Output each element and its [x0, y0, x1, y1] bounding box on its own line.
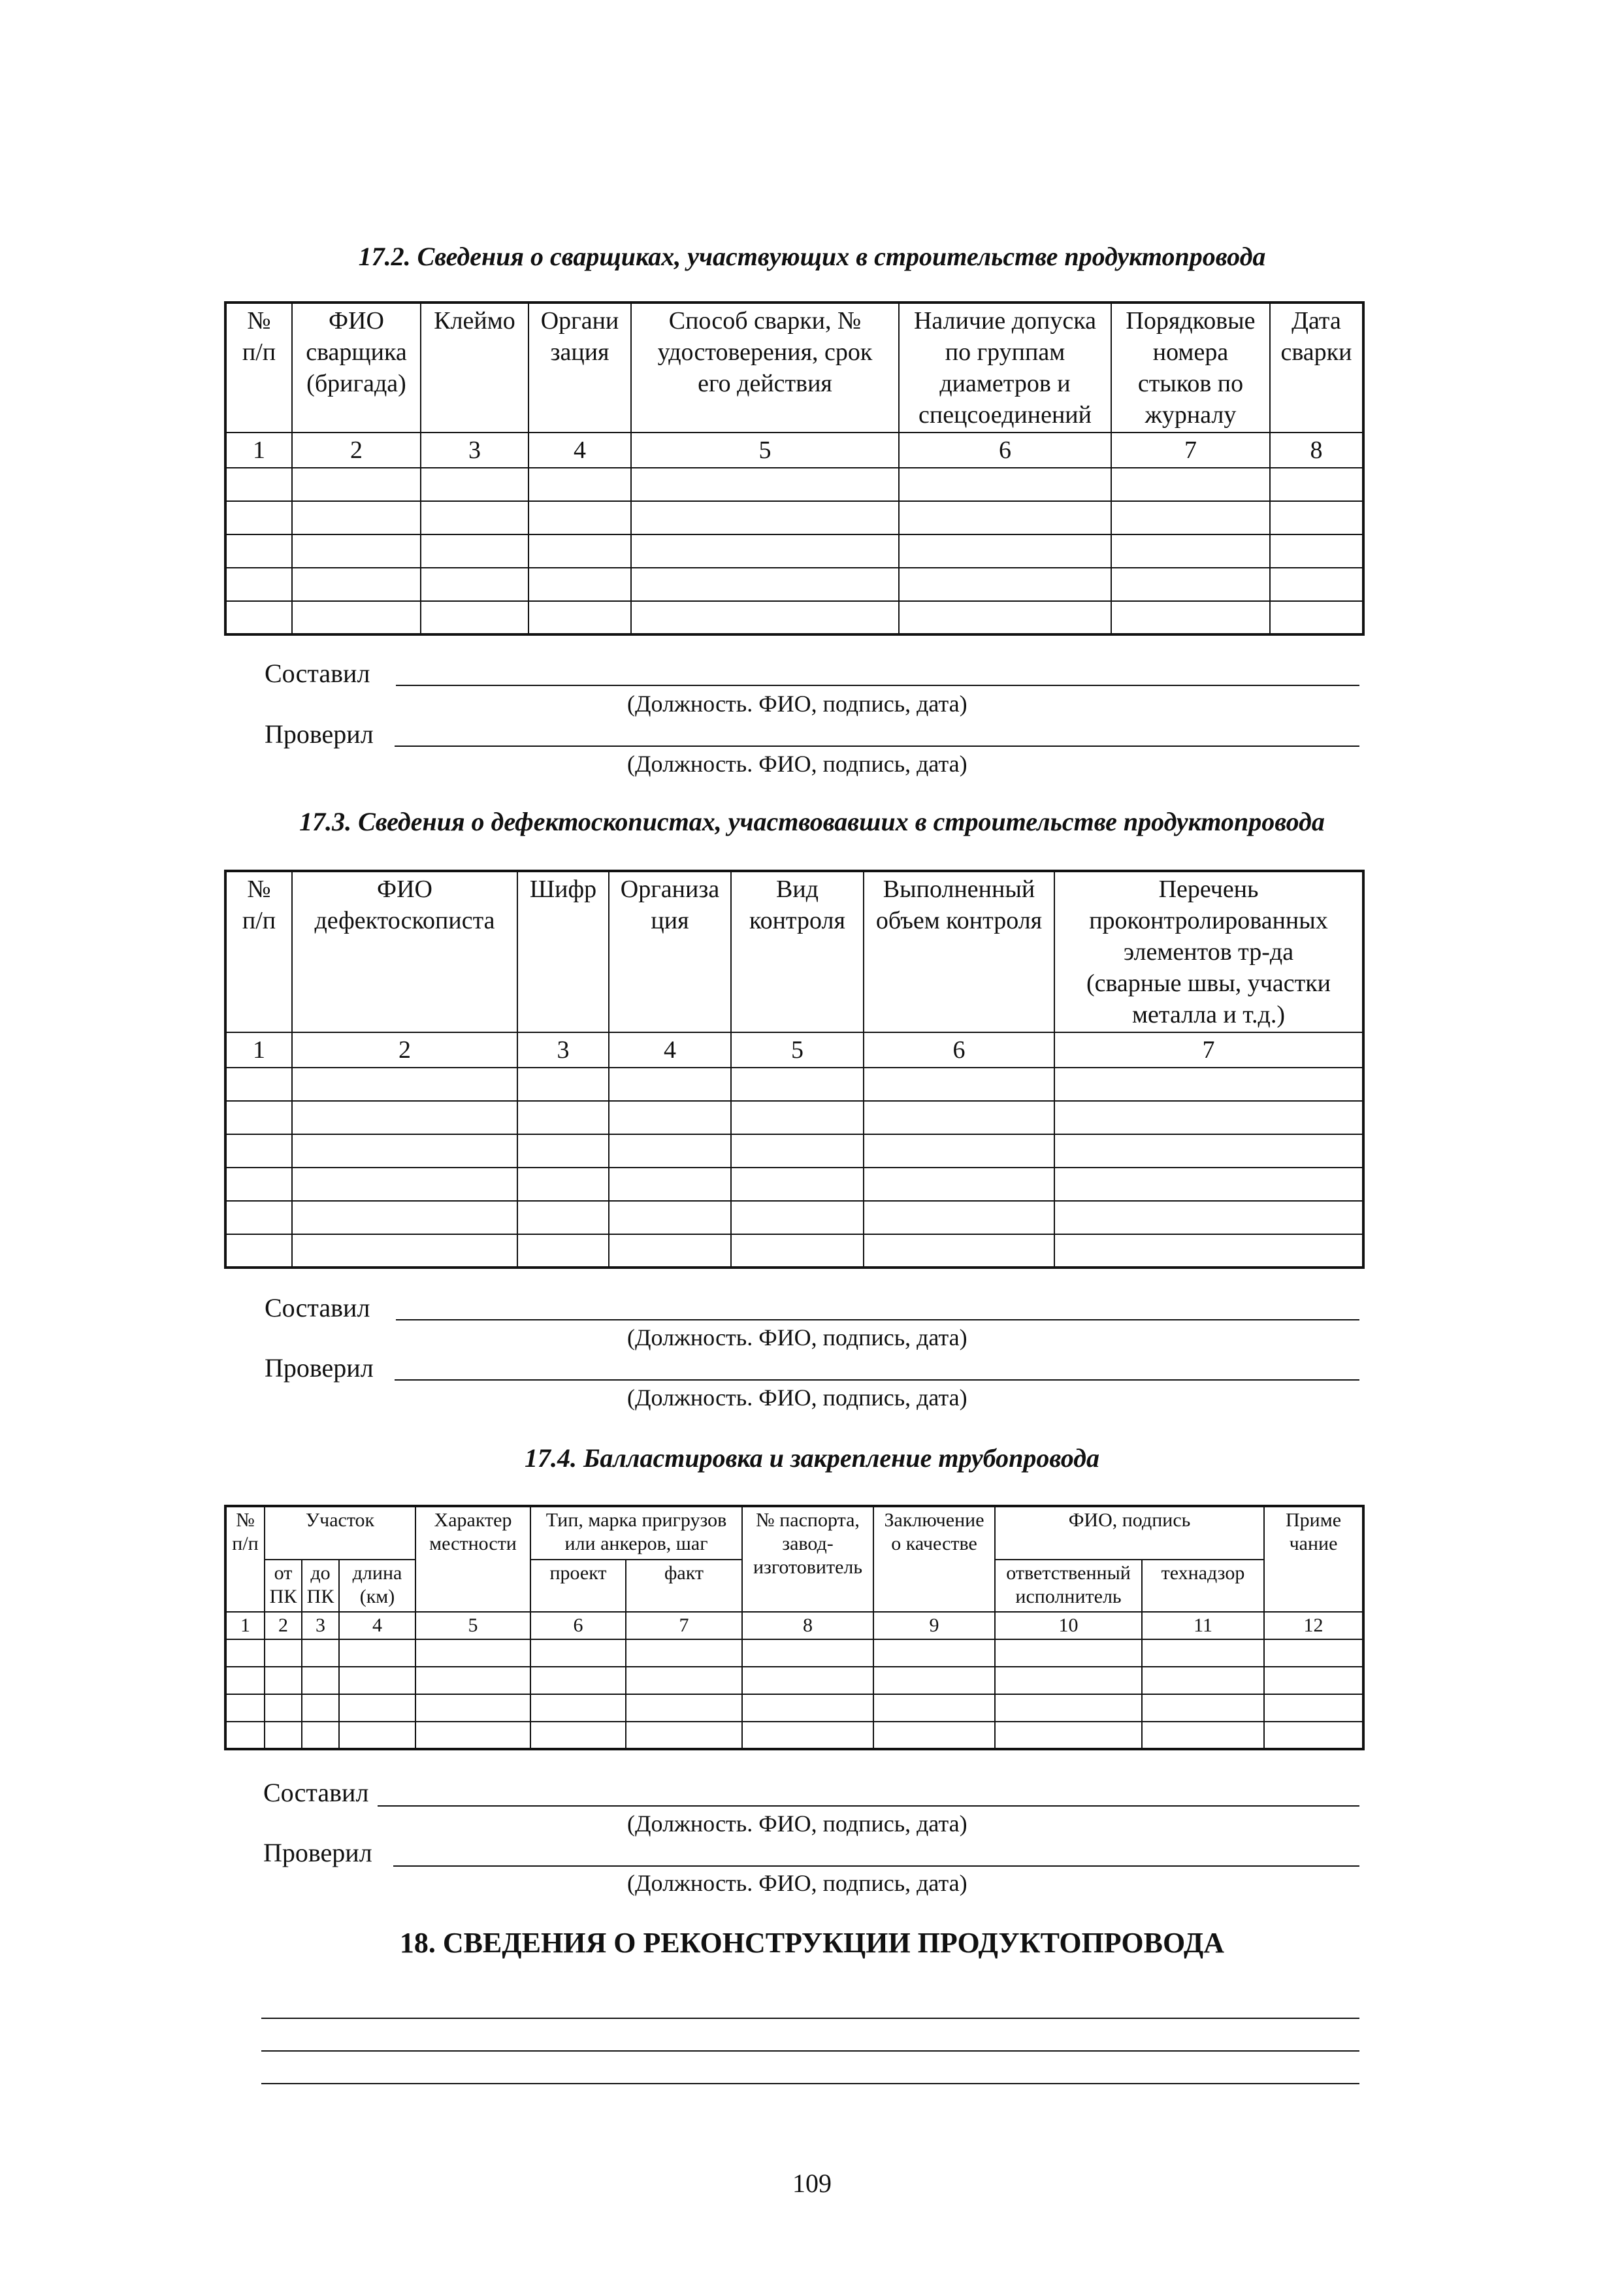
header-weights: Тип, марка пригрузов или анкеров, шаг [530, 1506, 742, 1560]
compiled-signature-line[interactable] [378, 1805, 1359, 1807]
checked-signature-line[interactable] [395, 746, 1359, 747]
column-header: ФИО дефектоскописта [292, 871, 517, 1032]
table-row[interactable] [225, 1068, 1363, 1101]
checked-label: Проверил [263, 1838, 372, 1867]
column-number: 7 [1054, 1032, 1363, 1068]
compiled-signature-line[interactable] [396, 1319, 1359, 1320]
column-number: 8 [742, 1612, 873, 1639]
signature-caption: (Должность. ФИО, подпись, дата) [627, 1385, 967, 1411]
column-number: 2 [292, 1032, 517, 1068]
reconstruction-line[interactable] [261, 2083, 1359, 2084]
welders-header-row [225, 303, 1363, 433]
header-passport: № паспорта, завод- изготовитель [742, 1506, 873, 1612]
header-to: до ПК [302, 1560, 339, 1612]
column-number: 7 [626, 1612, 742, 1639]
table-row[interactable] [225, 1168, 1363, 1201]
column-header: Шифр [517, 871, 609, 1032]
column-header: Организа ция [609, 871, 731, 1032]
compiled-label: Составил [263, 1778, 369, 1807]
compiled-label: Составил [265, 1293, 370, 1322]
page-number: 109 [792, 2169, 832, 2198]
column-number: 1 [225, 1612, 265, 1639]
signature-caption: (Должность. ФИО, подпись, дата) [627, 1870, 967, 1896]
section-17-4-title: 17.4. Балластировка и закрепление трубопровода [524, 1443, 1100, 1473]
compiled-label: Составил [265, 659, 370, 688]
signature-caption: (Должность. ФИО, подпись, дата) [627, 1811, 967, 1837]
header-note: Приме чание [1264, 1506, 1363, 1612]
column-number: 12 [1264, 1612, 1363, 1639]
reconstruction-line[interactable] [261, 2018, 1359, 2019]
table-row[interactable] [225, 534, 1363, 568]
header-conclusion: Заключение о качестве [873, 1506, 995, 1612]
table-row[interactable] [225, 1667, 1363, 1694]
inspectors-number-row [225, 1032, 1363, 1068]
column-header: Перечень проконтролированных элементов тр-да (сварные швы, участки металла и т.д.) [1054, 871, 1363, 1032]
compiled-signature-line[interactable] [396, 685, 1359, 686]
column-number: 6 [530, 1612, 626, 1639]
header-project: проект [530, 1560, 626, 1612]
table-row[interactable] [225, 1134, 1363, 1168]
header-length: длина (км) [339, 1560, 415, 1612]
table-row[interactable] [225, 1694, 1363, 1722]
signature-caption: (Должность. ФИО, подпись, дата) [627, 691, 967, 717]
column-header: Порядковые номера стыков по журналу [1111, 303, 1270, 433]
column-number: 4 [339, 1612, 415, 1639]
section-17-3-title: 17.3. Сведения о дефектоскопистах, участвовавших в строительстве продуктопровода [299, 807, 1325, 836]
column-number: 3 [421, 433, 528, 468]
column-number: 1 [225, 1032, 292, 1068]
column-header: Способ сварки, № удостоверения, срок его действия [631, 303, 899, 433]
column-header: Органи зация [528, 303, 631, 433]
signature-caption: (Должность. ФИО, подпись, дата) [627, 751, 967, 777]
column-number: 7 [1111, 433, 1270, 468]
column-header: Выполненный объем контроля [864, 871, 1054, 1032]
welders-number-row [225, 433, 1363, 468]
column-header: Дата сварки [1270, 303, 1363, 433]
column-number: 6 [864, 1032, 1054, 1068]
ballast-header-row-1 [225, 1506, 1363, 1560]
column-number: 2 [265, 1612, 302, 1639]
header-section: Участок [265, 1506, 415, 1560]
checked-label: Проверил [265, 1353, 374, 1383]
column-number: 5 [415, 1612, 530, 1639]
column-number: 4 [609, 1032, 731, 1068]
column-number: 2 [292, 433, 421, 468]
column-number: 8 [1270, 433, 1363, 468]
column-header: Вид контроля [731, 871, 864, 1032]
header-terrain: Характер местности [415, 1506, 530, 1612]
column-number: 4 [528, 433, 631, 468]
table-row[interactable] [225, 1639, 1363, 1667]
table-row[interactable] [225, 568, 1363, 601]
welders-table [224, 301, 1365, 636]
column-number: 5 [731, 1032, 864, 1068]
inspectors-header-row [225, 871, 1363, 1032]
table-row[interactable] [225, 601, 1363, 634]
column-number: 1 [225, 433, 292, 468]
column-header: № п/п [225, 871, 292, 1032]
column-header: ФИО сварщика (бригада) [292, 303, 421, 433]
section-17-2-title: 17.2. Сведения о сварщиках, участвующих в строительстве продуктопровода [358, 242, 1266, 271]
column-number: 6 [899, 433, 1111, 468]
header-supervision: технадзор [1142, 1560, 1264, 1612]
reconstruction-line[interactable] [261, 2050, 1359, 2052]
header-fact: факт [626, 1560, 742, 1612]
column-header: Клеймо [421, 303, 528, 433]
table-row[interactable] [225, 1234, 1363, 1268]
column-number: 10 [995, 1612, 1142, 1639]
table-row[interactable] [225, 1201, 1363, 1234]
ballast-table [224, 1505, 1365, 1750]
table-row[interactable] [225, 501, 1363, 534]
header-num: № п/п [225, 1506, 265, 1612]
section-18-heading: 18. СВЕДЕНИЯ О РЕКОНСТРУКЦИИ ПРОДУКТОПРОВОДА [399, 1927, 1225, 1959]
header-from: от ПК [265, 1560, 302, 1612]
column-number: 5 [631, 433, 899, 468]
table-row[interactable] [225, 468, 1363, 501]
signature-caption: (Должность. ФИО, подпись, дата) [627, 1324, 967, 1351]
column-number: 9 [873, 1612, 995, 1639]
table-row[interactable] [225, 1101, 1363, 1134]
header-fio: ФИО, подпись [995, 1506, 1264, 1560]
column-number: 3 [302, 1612, 339, 1639]
table-row[interactable] [225, 1722, 1363, 1749]
ballast-number-row [225, 1612, 1363, 1639]
column-number: 3 [517, 1032, 609, 1068]
column-header: № п/п [225, 303, 292, 433]
inspectors-table [224, 870, 1365, 1269]
column-header: Наличие допуска по группам диаметров и спецсоединений [899, 303, 1111, 433]
column-number: 11 [1142, 1612, 1264, 1639]
checked-signature-line[interactable] [393, 1865, 1359, 1867]
checked-label: Проверил [265, 719, 374, 749]
header-responsible: ответственный исполнитель [995, 1560, 1142, 1612]
checked-signature-line[interactable] [395, 1379, 1359, 1381]
